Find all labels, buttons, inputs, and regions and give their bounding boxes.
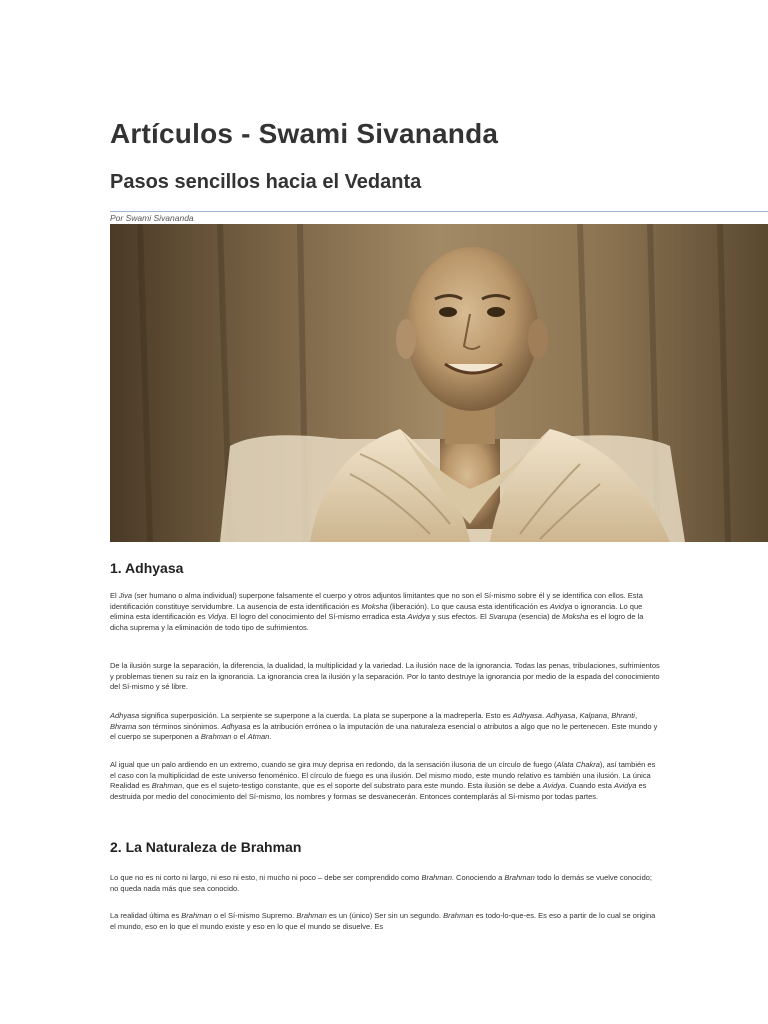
italic-term: Bhrama <box>110 721 137 731</box>
portrait-image <box>110 224 768 542</box>
paragraph <box>110 911 662 932</box>
text-run: . <box>269 732 272 742</box>
italic-term: Adhyasa <box>546 711 576 720</box>
paragraph <box>110 873 662 894</box>
italic-term: Brahman <box>296 911 327 920</box>
text-run: o ignorancia. Lo que elimina esta identificación es <box>110 601 643 622</box>
italic-term: Brahman <box>200 732 232 742</box>
text-run: (ser humano o alma individual) superpone falsamente el cuerpo y otros adjuntos limitantes que no son el Sí-mismo sobre él y se identifica con ellos. Esta identificación constituye servidumbre. La ausencia de esta identificación es <box>110 591 643 611</box>
italic-term: Avidya <box>613 781 637 791</box>
italic-term: Brahman <box>151 781 183 791</box>
italic-term: Adhyasa <box>221 721 251 731</box>
text-run: (liberación). Lo que causa esta identificación es <box>387 601 550 611</box>
text-run: todo lo demás se vuelve conocido; no queda nada más que sea conocido. <box>110 873 653 893</box>
italic-term: Adhyasa <box>110 711 140 720</box>
text-run: (esencia) de <box>516 612 563 622</box>
italic-term: Moksha <box>562 612 589 622</box>
text-run: . Conociendo a <box>451 873 505 882</box>
italic-term: Brahman <box>421 873 452 882</box>
text-run: son términos sinónimos. <box>136 721 222 731</box>
italic-term: Brahman <box>443 911 474 920</box>
text-run: . El logro del conocimiento del Sí-mismo erradica esta <box>226 612 408 622</box>
section-heading-brahman: 2. La Naturaleza de Brahman <box>110 839 302 855</box>
text-run: . Cuando esta <box>565 781 614 791</box>
byline-author: Swami Sivananda <box>125 213 194 223</box>
text-run: , <box>634 711 638 720</box>
italic-term: Bhranti <box>611 711 635 720</box>
text-run: De la ilusión surge la separación, la diferencia, la dualidad, la multiplicidad y la variedad. La ilusión nace de la ignorancia. Todas las penas, tribulaciones, sufrimientos y problemas tienen su raíz en la ignorancia. La ignorancia crea la ilusión y la separación. Por lo tanto destruye la ignorancia por medio de la espada del conocimiento del Sí-mismo y sé libre. <box>110 661 660 692</box>
text-run: , que es el sujeto-testigo constante, que es el soporte del substrato para este mundo. Esta ilusión se debe a <box>182 781 543 791</box>
header-divider <box>110 211 768 212</box>
paragraph <box>110 591 662 633</box>
page-title: Artículos - Swami Sivananda <box>110 118 499 149</box>
byline-prefix: Por <box>110 213 124 223</box>
italic-term: Vidya <box>207 612 227 622</box>
italic-term: Kalpana <box>579 711 608 720</box>
italic-term: Avidya <box>542 781 566 791</box>
text-run: es un (único) Ser sin un segundo. <box>326 911 444 920</box>
paragraph <box>110 711 662 743</box>
text-run: Lo que no es ni corto ni largo, ni eso ni esto, ni mucho ni poco – debe ser comprendido como <box>110 873 422 882</box>
text-run: , <box>575 711 580 720</box>
text-run: o el Sí-mismo Supremo. <box>211 911 297 920</box>
text-run: . <box>541 711 547 720</box>
italic-term: Alata Chakra <box>556 760 600 769</box>
italic-term: Atman <box>247 732 270 742</box>
article-subtitle: Pasos sencillos hacia el Vedanta <box>110 171 422 193</box>
italic-term: Moksha <box>361 601 388 611</box>
text-run: es todo-lo-que-es. Es eso a partir de lo cual se origina el mundo, eso en lo que el mundo existe y eso en lo que el mundo se disuelve. Es <box>110 911 656 931</box>
italic-term: Avidya <box>407 612 430 622</box>
paragraph <box>110 661 662 693</box>
text-run: Al igual que un palo ardiendo en un extremo, cuando se gira muy deprisa en redondo, da la sensación ilusoria de un círculo de fuego ( <box>110 760 557 769</box>
italic-term: Jiva <box>118 591 133 600</box>
text-run: es el logro de la dicha suprema y la eliminación de todo tipo de sufrimientos. <box>110 612 644 632</box>
paragraph <box>110 760 662 802</box>
italic-term: Svarupa <box>488 612 517 622</box>
section-heading-adhyasa: 1. Adhyasa <box>110 560 184 576</box>
italic-term: Adhyasa <box>512 711 542 720</box>
italic-term: Brahman <box>181 911 212 920</box>
text-run: , <box>607 711 612 720</box>
byline <box>110 213 194 223</box>
italic-term: Avidya <box>549 601 573 611</box>
text-run: y sus efectos. El <box>429 612 489 622</box>
text-run: ), así también es el caso con la multiplicidad de este universo fenoménico. El círculo de fuego es una ilusión. Del mismo modo, este mundo relativo es también una ilusión. La única Realidad es <box>110 760 656 791</box>
text-run: es destruida por medio del conocimiento del Sí-mismo, los nombres y formas se desvanecerán. Entonces contemplarás al Sí-mismo por todas partes. <box>110 781 647 801</box>
text-run: La realidad última es <box>110 911 182 920</box>
text-run: es la atribución errónea o la imputación de una naturaleza esencial o atributos a algo que no le pertenecen. Este mundo y el cuerpo se superponen a <box>110 721 658 742</box>
italic-term: Brahman <box>504 873 535 882</box>
text-run: o el <box>231 732 248 742</box>
text-run: El <box>110 591 119 600</box>
portrait-photo <box>110 224 768 542</box>
text-run: significa superposición. La serpiente se superpone a la cuerda. La plata se superpone a la madreperla. Esto es <box>139 711 513 720</box>
